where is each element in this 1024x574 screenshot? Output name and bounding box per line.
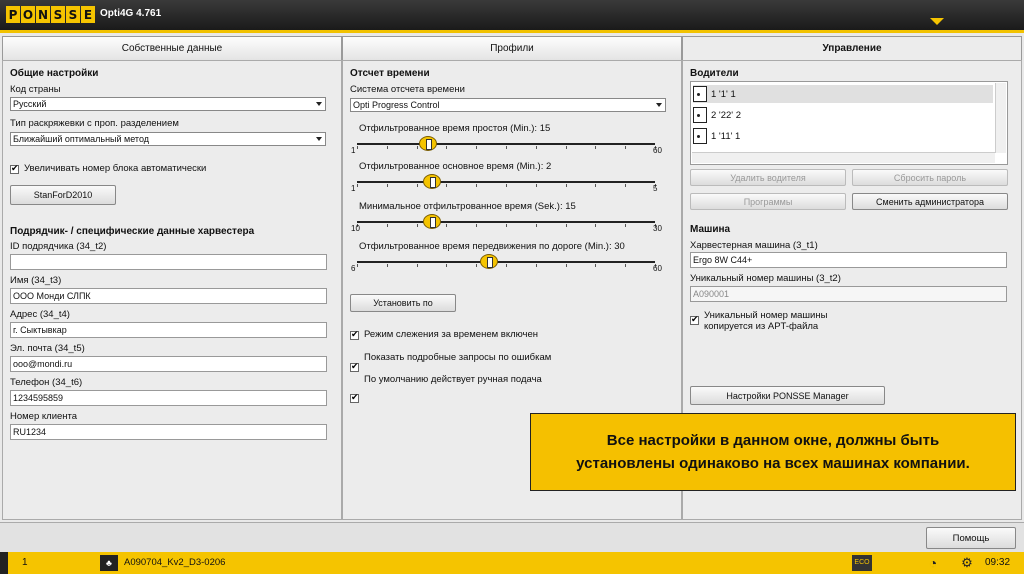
email-label: Эл. почта (34_t5) [10, 343, 85, 354]
slider-tick [536, 184, 537, 187]
programs-button[interactable]: Программы [690, 193, 846, 210]
general-heading: Общие настройки [10, 68, 99, 79]
delete-driver-button[interactable]: Удалить водителя [690, 169, 846, 186]
stanford-button[interactable]: StanForD2010 [10, 185, 116, 205]
list-item[interactable]: 1 '11' 1 [693, 127, 993, 145]
time-system-select[interactable]: Opti Progress Control [350, 98, 666, 112]
own-data-panel [2, 60, 342, 520]
bucking-select[interactable]: Ближайший оптимальный метод [10, 132, 326, 146]
country-select[interactable]: Русский [10, 97, 326, 111]
tab-management[interactable]: Управление [682, 36, 1022, 60]
autoincrement-label: Увеличивать номер блока автоматически [24, 163, 207, 174]
slider-tick [506, 224, 507, 227]
tracking-checkbox[interactable] [350, 331, 359, 340]
slider-min: 10 [351, 224, 360, 233]
slider-tick [506, 264, 507, 267]
slider-label: Отфильтрованное время передвижения по дороге (Min.): 30 [359, 241, 625, 252]
slider-tick [476, 264, 477, 267]
slider-max: 30 [653, 224, 662, 233]
slider-tick [357, 146, 358, 149]
status-number: 1 [22, 557, 28, 568]
slider-max: 60 [653, 264, 662, 273]
slider-tick [595, 224, 596, 227]
slider-max: 5 [653, 184, 658, 193]
slider-min: 1 [351, 184, 356, 193]
chevron-down-icon [314, 99, 324, 109]
app-title: Opti4G 4.761 [100, 8, 162, 19]
horizontal-scrollbar[interactable] [692, 152, 995, 163]
title-bar [0, 0, 1024, 33]
tool-icon[interactable]: ⚙ [961, 555, 973, 570]
status-file: A090704_Kv2_D3-0206 [124, 557, 226, 568]
address-label: Адрес (34_t4) [10, 309, 70, 320]
client-field[interactable]: RU1234 [10, 424, 327, 440]
slider-tick [625, 184, 626, 187]
harvester-label: Харвестерная машина (3_t1) [690, 240, 818, 251]
time-heading: Отсчет времени [350, 68, 430, 79]
list-item[interactable]: 2 '22' 2 [693, 106, 993, 124]
slider-tick [446, 264, 447, 267]
chevron-down-icon [654, 100, 664, 110]
set-button[interactable]: Установить по [350, 294, 456, 312]
errors-label: Показать подробные запросы по ошибкам [364, 352, 552, 363]
slider-tick [566, 224, 567, 227]
slider-tick [446, 184, 447, 187]
contractor-id-field[interactable] [10, 254, 327, 270]
slider-min: 6 [351, 264, 356, 273]
slider-tick [387, 146, 388, 149]
slider-tick [357, 264, 358, 267]
driver-avatar-icon [693, 128, 707, 144]
slider-tick [417, 146, 418, 149]
name-field[interactable]: ООО Монди СЛПК [10, 288, 327, 304]
slider-min: 1 [351, 146, 356, 155]
copy-apt-label: Уникальный номер машины копируется из APT-файла [704, 310, 828, 332]
vertical-scrollbar[interactable] [995, 83, 1006, 153]
slider-tick [476, 224, 477, 227]
tab-profiles[interactable]: Профили [342, 36, 682, 60]
driver-avatar-icon [693, 86, 707, 102]
slider-tick [625, 264, 626, 267]
ponsse-manager-button[interactable]: Настройки PONSSE Manager [690, 386, 885, 405]
tab-bar [2, 36, 1022, 60]
slider-tick [446, 224, 447, 227]
copy-apt-checkbox[interactable] [690, 316, 699, 325]
slider-thumb[interactable] [423, 174, 441, 189]
manual-feed-checkbox[interactable] [350, 394, 359, 403]
autoincrement-checkbox[interactable] [10, 165, 19, 174]
client-label: Номер клиента [10, 411, 78, 422]
slider-tick [387, 224, 388, 227]
slider-label: Отфильтрованное основное время (Min.): 2 [359, 161, 552, 172]
slider-tick [625, 146, 626, 149]
slider-tick [566, 146, 567, 149]
machine-heading: Машина [690, 224, 731, 235]
slider-tick [417, 264, 418, 267]
gauge-icon[interactable]: ◔ [928, 555, 938, 571]
email-field[interactable]: ooo@mondi.ru [10, 356, 327, 372]
ponsse-logo: P O N S S E [6, 6, 95, 23]
slider-track[interactable] [357, 261, 655, 263]
slider-tick [387, 264, 388, 267]
forest-icon: ♣ [100, 555, 118, 571]
slider-label: Отфильтрованное время простоя (Min.): 15 [359, 123, 551, 134]
slider-tick [357, 184, 358, 187]
name-label: Имя (34_t3) [10, 275, 62, 286]
slider-tick [566, 184, 567, 187]
driver-avatar-icon [693, 107, 707, 123]
manual-feed-label: По умолчанию действует ручная подача [364, 374, 542, 385]
country-label: Код страны [10, 84, 61, 95]
slider-tick [595, 146, 596, 149]
tracking-label: Режим слежения за временем включен [364, 329, 539, 340]
slider-tick [446, 146, 447, 149]
slider-tick [417, 224, 418, 227]
list-item[interactable]: 1 '1' 1 [693, 85, 993, 103]
slider-tick [536, 146, 537, 149]
status-time: 09:32 [985, 557, 1011, 568]
slider-thumb[interactable] [419, 136, 437, 151]
phone-field[interactable]: 1234595859 [10, 390, 327, 406]
slider-tick [595, 184, 596, 187]
address-field[interactable]: г. Сыктывкар [10, 322, 327, 338]
slider-tick [536, 264, 537, 267]
slider-tick [506, 146, 507, 149]
slider-tick [387, 184, 388, 187]
slider-tick [536, 224, 537, 227]
eco-badge[interactable]: ECO [852, 555, 872, 571]
tab-own-data[interactable]: Собственные данные [2, 36, 342, 60]
slider-thumb[interactable] [423, 214, 441, 229]
bottom-bar [0, 522, 1024, 552]
chevron-down-icon [314, 134, 324, 144]
status-bar [0, 552, 1024, 574]
slider-tick [566, 264, 567, 267]
slider-tick [417, 184, 418, 187]
slider-max: 60 [653, 146, 662, 155]
slider-track[interactable] [357, 181, 655, 183]
drivers-list[interactable] [690, 81, 1008, 165]
slider-track[interactable] [357, 143, 655, 145]
errors-checkbox[interactable] [350, 363, 359, 372]
contractor-heading: Подрядчик- / специфические данные харвестера [10, 226, 255, 237]
change-admin-button[interactable]: Сменить администратора [852, 193, 1008, 210]
drivers-heading: Водители [690, 68, 739, 79]
slider-tick [476, 146, 477, 149]
slider-track[interactable] [357, 221, 655, 223]
slider-tick [476, 184, 477, 187]
help-button[interactable]: Помощь [926, 527, 1016, 549]
bucking-label: Тип раскряжевки с проп. разделением [10, 118, 179, 129]
slider-tick [506, 184, 507, 187]
slider-tick [595, 264, 596, 267]
reset-password-button[interactable]: Сбросить пароль [852, 169, 1008, 186]
slider-label: Минимальное отфильтрованное время (Sek.): 15 [359, 201, 576, 212]
menu-dropdown-icon[interactable] [930, 18, 944, 25]
info-callout: Все настройки в данном окне, должны быть установлены одинаково на всех машинах компании. [530, 413, 1016, 491]
time-system-label: Система отсчета времени [350, 84, 465, 95]
phone-label: Телефон (34_t6) [10, 377, 83, 388]
contractor-id-label: ID подрядчика (34_t2) [10, 241, 107, 252]
slider-tick [625, 224, 626, 227]
slider-thumb[interactable] [480, 254, 498, 269]
harvester-field[interactable]: Ergo 8W C44+ [690, 252, 1007, 268]
unique-number-label: Уникальный номер машины (3_t2) [690, 273, 841, 284]
unique-number-field: A090001 [690, 286, 1007, 302]
